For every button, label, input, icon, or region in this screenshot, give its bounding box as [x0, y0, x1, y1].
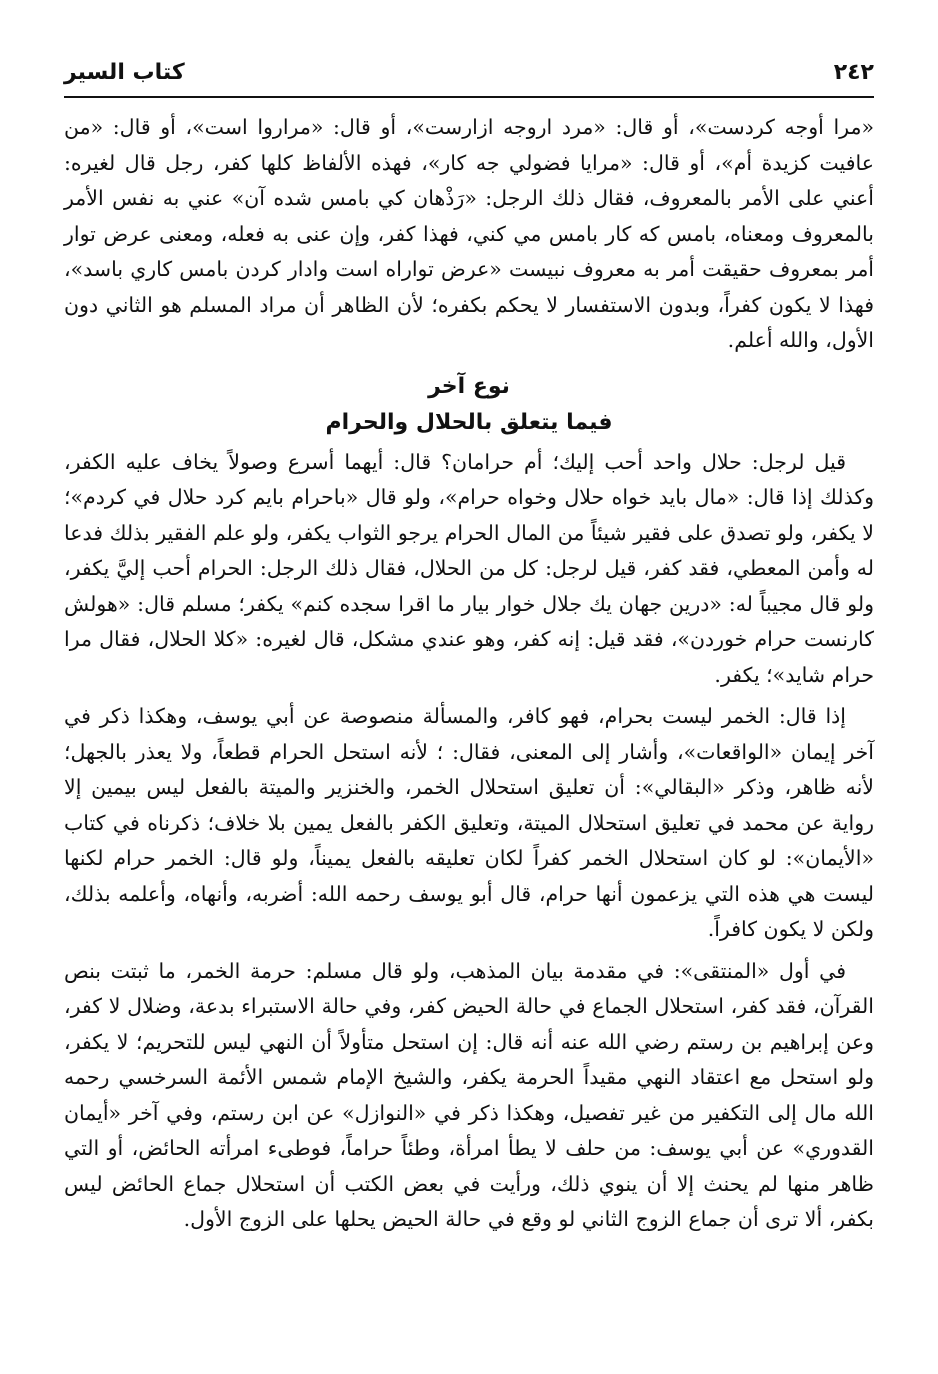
- book-title: كتاب السير: [64, 60, 185, 85]
- section-headings: [64, 369, 874, 441]
- paragraph-khamr: إذا قال: الخمر ليست بحرام، فهو كافر، والمسألة منصوصة عن أبي يوسف، وهكذا ذكر في آخر إيمان «الواقعات»، وأشار إلى المعنى، فقال: ؛ لأنه استحل الحرام قطعاً، ولا يعذر بالجهل؛ لأنه ظاهر، وذكر «البقالي»: أن تعليق استحلال الخمر، والخنزير والميتة بالفعل ليس بيمين إلا رواية عن محمد في تعليق استحلال الميتة، وتعليق الكفر بالفعل يمين بلا خلاف؛ ذكرناه في كتاب «الأيمان»: لو كان استحلال الخمر كفراً لكان تعليقه بالفعل يميناً، ولو قال: الخمر حرام لكنها ليست هي هذه التي يزعمون أنها حرام، قال أبو يوسف رحمه الله: أضربه، وأنهاه، وأعلمه بذلك، ولكن لا يكون كافراً.: [64, 704, 874, 941]
- running-header: [64, 58, 874, 94]
- paragraph-halal-haram: قيل لرجل: حلال واحد أحب إليك؛ أم حرامان؟ قال: أيهما أسرع وصولاً يخاف عليه الكفر، وكذلك إذا قال: «مال بايد خواه حلال وخواه حرام»، ولو قال «باحرام بايم كرد حلال في كردم»؛ لا يكفر، ولو تصدق على فقير شيئاً من المال الحرام يرجو الثواب يكفر، ولو علم الفقير بذلك فدعا له وأمن المعطي، فقد كفر، قيل لرجل: كل من الحلال، فقال ذلك الرجل: الحرام أحب إليَّ يكفر، ولو قال مجيباً له: «درين جهان يك جلال خوار بيار ما اقرا سجده كنم» يكفر؛ مسلم قال: «هولش كارنست حرام خوردن»، فقد قيل: إنه كفر، وهو عندي مشكل، قال لغيره: «كلا الحلال، فقال مرا حرام شايد»؛ يكفر.: [64, 449, 874, 687]
- page-body: [64, 110, 874, 1238]
- section-heading: نوع آخر: [428, 373, 510, 399]
- paragraph-intro: «مرا أوجه كردست»، أو قال: «مرد اروجه ازارست»، أو قال: «مراروا است»، أو قال: «من عافيت كزيدة أم»، أو قال: «مرايا فضولي جه كار»، فهذه الألفاظ كلها كفر، رجل قال لغيره: أعني على الأمر بالمعروف، فقال ذلك الرجل: «رَذْهان كي بامس شده آن» عني به نفس الأمر بالمعروف ومعناه، بامس كه كار بامس مي كني، فهذا كفر، وإن عنى به فعله، ومعنى عرض توار أمر بمعروف حقيقت أمر به معروف نبيست «عرض تواراه است وادار كردن بامس كاري باسد»، فهذا لا يكون كفراً، وبدون الاستفسار لا يحكم بكفره؛ لأن الظاهر أن مراد المسلم هو الثاني دون الأول، والله أعلم.: [64, 115, 874, 352]
- section-subheading: فيما يتعلق بالحلال والحرام: [325, 409, 613, 435]
- paragraph-muntaqa: في أول «المنتقى»: في مقدمة بيان المذهب، ولو قال مسلم: حرمة الخمر، ما ثبتت بنص القرآن، فقد كفر، استحلال الجماع في حالة الحيض كفر، وفي حالة الاستبراء بدعة، وضلال لا كفر، وعن إبراهيم بن رستم رضي الله عنه أنه قال: إن استحل متأولاً أن النهي ليس للتحريم؛ لا يكفر، ولو استحل مع اعتقاد النهي مقيداً الحرمة يكفر، والشيخ الإمام شمس الأئمة السرخسي رحمه الله مال إلى التكفير من غير تفصيل، وهكذا ذكر في «النوازل» عن ابن رستم، وفي آخر «أيمان القدوري» عن أبي يوسف: من حلف لا يطأ امرأة، وطئاً حراماً، فوطىء امرأته الحائض، أو التي ظاهر منها لم يحنث إلا أن ينوي ذلك، ورأيت في بعض الكتب أن استحلال جماع الحائض ليس بكفر، ألا ترى أن جماع الزوج الثاني لو وقع في حالة الحيض يحلها على الزوج الأول.: [64, 958, 874, 1231]
- header-rule: [64, 96, 874, 98]
- page-number: ٢٤٢: [833, 60, 874, 85]
